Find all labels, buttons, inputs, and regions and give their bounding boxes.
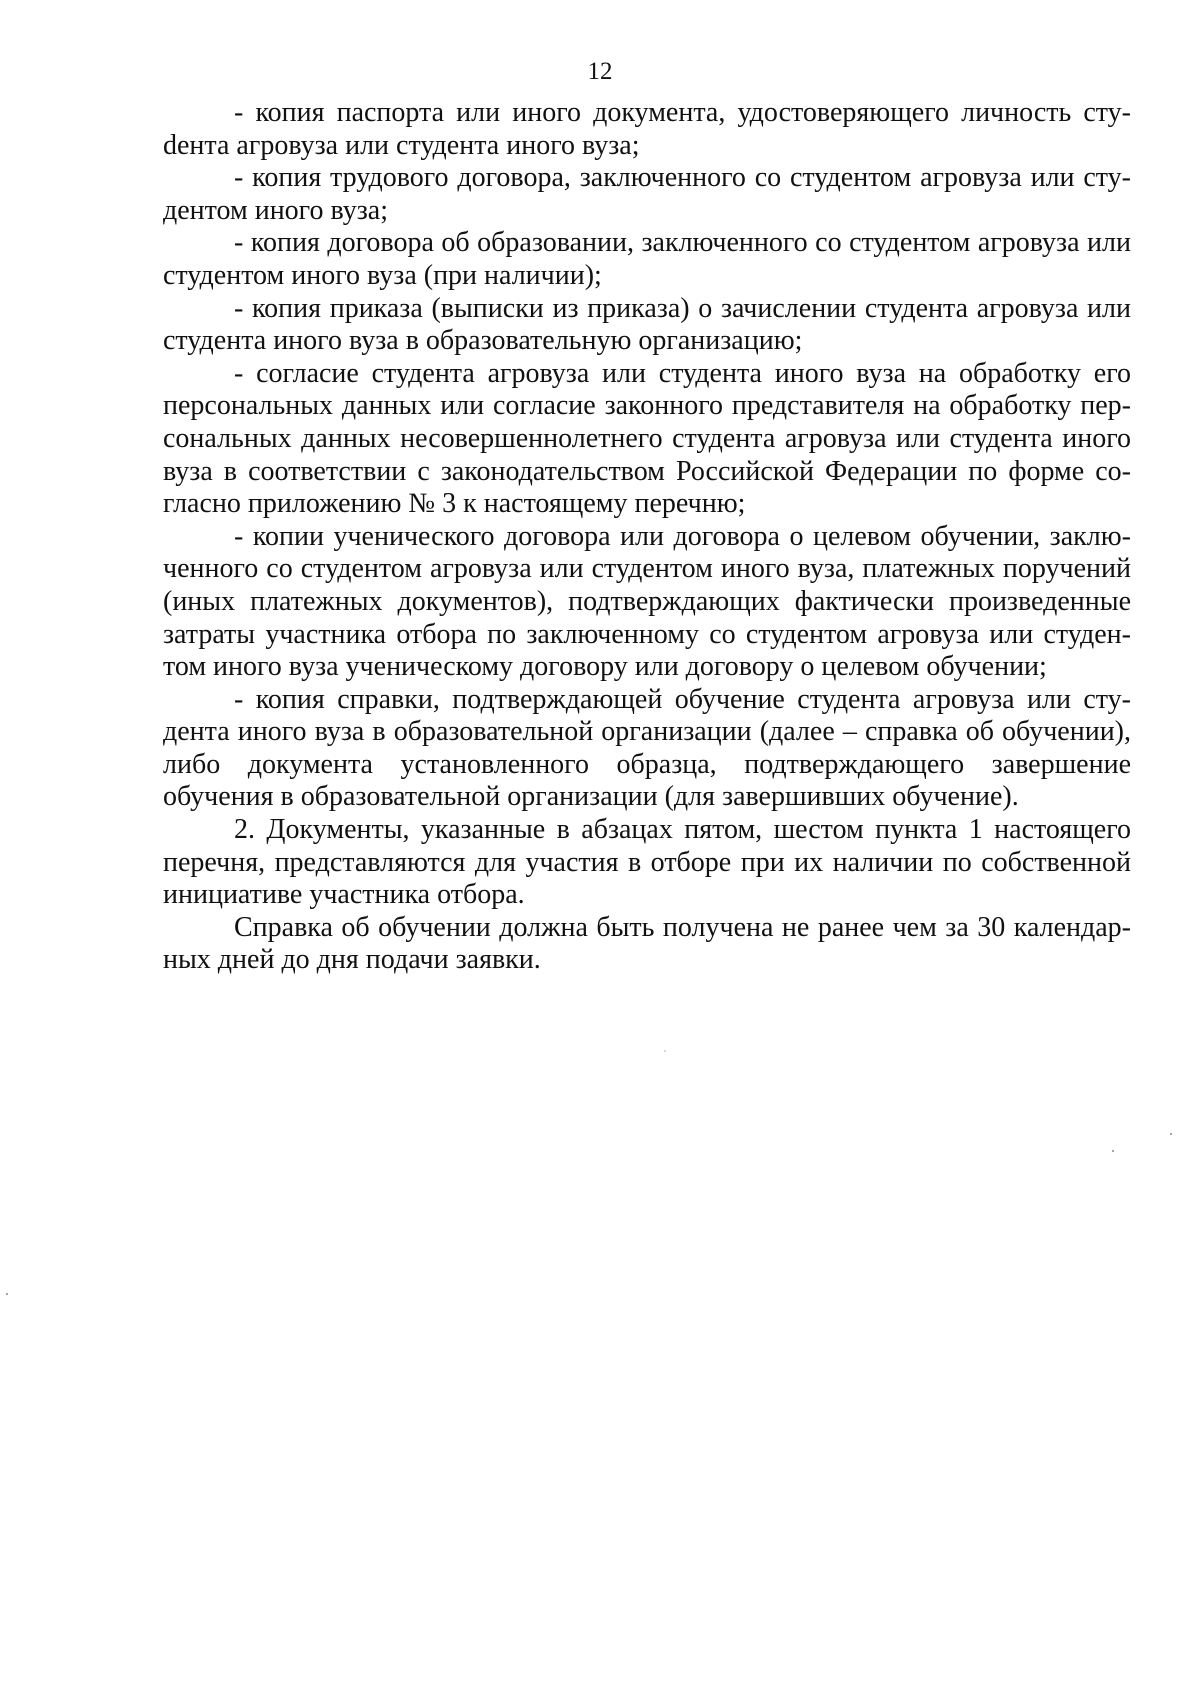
paragraph-item-2-documents: 2. Документы, указанные в абзацах пятом, шестом пункта 1 настоящего перечня, представляются для участия в отборе при их наличии по собственной инициативе участника отбора. <box>163 814 1131 911</box>
paragraph-labor-contract-copy: - копия трудового договора, заключенного со студентом агровуза или студентом иного вуза; <box>163 162 1131 226</box>
scan-speck <box>664 1050 666 1052</box>
paragraph-education-contract-copy: - копия договора об образовании, заключенного со студентом агровуза или студентом иного вуза (при наличии); <box>163 227 1131 291</box>
paragraph-enrollment-order-copy: - копия приказа (выписки из приказа) о зачислении студента агровуза или студента иного вуза в образовательную организацию; <box>163 292 1131 357</box>
paragraph-passport-copy: - копия паспорта или иного документа, удостоверяющего личность стуdента агровуза или студента иного вуза; <box>163 97 1131 161</box>
scan-speck <box>1112 1150 1114 1152</box>
page-number: 12 <box>587 58 613 85</box>
paragraph-student-contract-copies: - копии ученического договора или договора о целевом обучении, заключенного со студентом агровуза или студентом иного вуза, платежных поручений (иных платежных документов), подтверждающих фактически произведенные затраты участника отбора по заключенному со студентом агровуза или студентом иного вуза ученическому договору или договору о целевом обучении; <box>163 520 1131 683</box>
paragraph-certificate-deadline: Справка об обучении должна быть получена не ранее чем за 30 календарных дней до дня подачи заявки. <box>163 911 1131 976</box>
paragraph-study-certificate-copy: - копия справки, подтверждающей обучение студента агровуза или студента иного вуза в образовательной организации (далее – справка об обучении), либо документа установленного образца, подтверждающего завершение обучения в образовательной организации (для завершивших обучение). <box>163 683 1131 813</box>
scan-speck <box>1170 1133 1172 1135</box>
scan-speck <box>6 1293 8 1295</box>
paragraph-personal-data-consent: - согласие студента агровуза или студента иного вуза на обработку его персональных данных или согласие законного представителя на обработку персональных данных несовершеннолетнего студента агровуза или студента иного вуза в соответствии с законодательством Российской Федерации по форме согласно приложению № 3 к настоящему перечню; <box>163 357 1131 520</box>
document-body <box>163 97 1131 977</box>
